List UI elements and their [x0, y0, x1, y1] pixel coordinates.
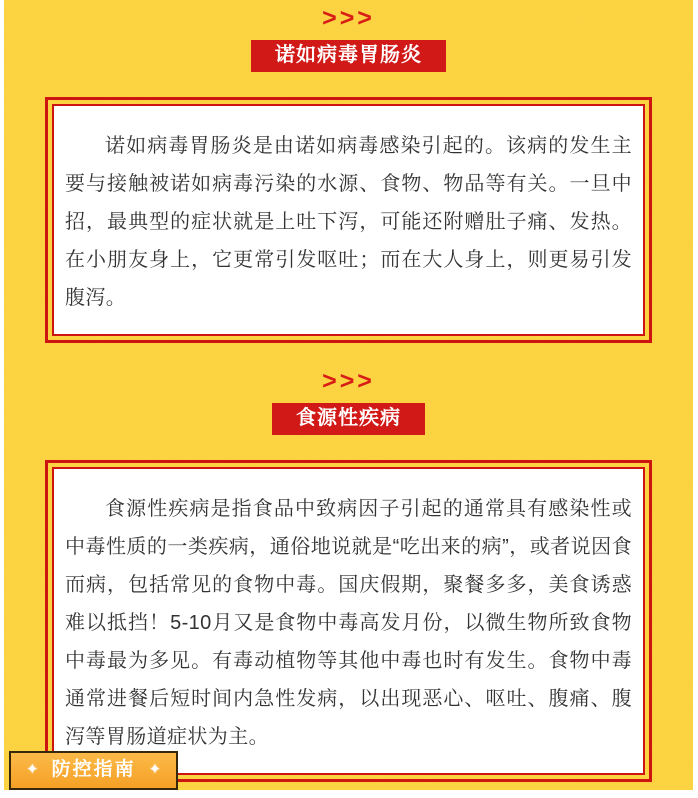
- norovirus-content-inner: [52, 104, 645, 336]
- chevrons-icon: >>>: [322, 4, 375, 32]
- section-title-row: [4, 31, 693, 72]
- sparkle-icon: ✦: [26, 761, 39, 778]
- section-title-row: [4, 394, 693, 435]
- sparkle-icon: ✦: [148, 761, 162, 778]
- prevention-guide-badge: [9, 751, 178, 790]
- section-foodborne: [4, 368, 693, 782]
- yellow-canvas: [4, 0, 693, 790]
- norovirus-paragraph: 诺如病毒胃肠炎是由诺如病毒感染引起的。该病的发生主要与接触被诺如病毒污染的水源、食物、物品等有关。一旦中招，最典型的症状就是上吐下泻，可能还附赠肚子痛、发热。在小朋友身上，它更常引发呕吐；而在大人身上，则更易引发腹泻。: [65, 135, 632, 309]
- prevention-guide-label: 防控指南: [51, 759, 136, 780]
- section-norovirus: [4, 0, 693, 343]
- foodborne-paragraph: 食源性疾病是指食品中致病因子引起的通常具有感染性或中毒性质的一类疾病，通俗地说就是“吃出来的病”，或者说因食而病，包括常见的食物中毒。国庆假期，聚餐多多，美食诱惑难以抵挡！5-10月又是食物中毒高发月份，以微生物所致食物中毒最为多见。有毒动植物等其他中毒也时有发生。食物中毒通常进餐后短时间内急性发病，以出现恶心、呕吐、腹痛、腹泻等胃肠道症状为主。: [65, 498, 632, 748]
- foodborne-title-badge: 食源性疾病: [272, 403, 425, 435]
- norovirus-content-frame: [45, 97, 652, 343]
- chevrons-icon: >>>: [322, 367, 375, 395]
- foodborne-content-frame: [45, 460, 652, 782]
- foodborne-content-inner: [52, 467, 645, 775]
- norovirus-title-badge: 诺如病毒胃肠炎: [251, 40, 446, 72]
